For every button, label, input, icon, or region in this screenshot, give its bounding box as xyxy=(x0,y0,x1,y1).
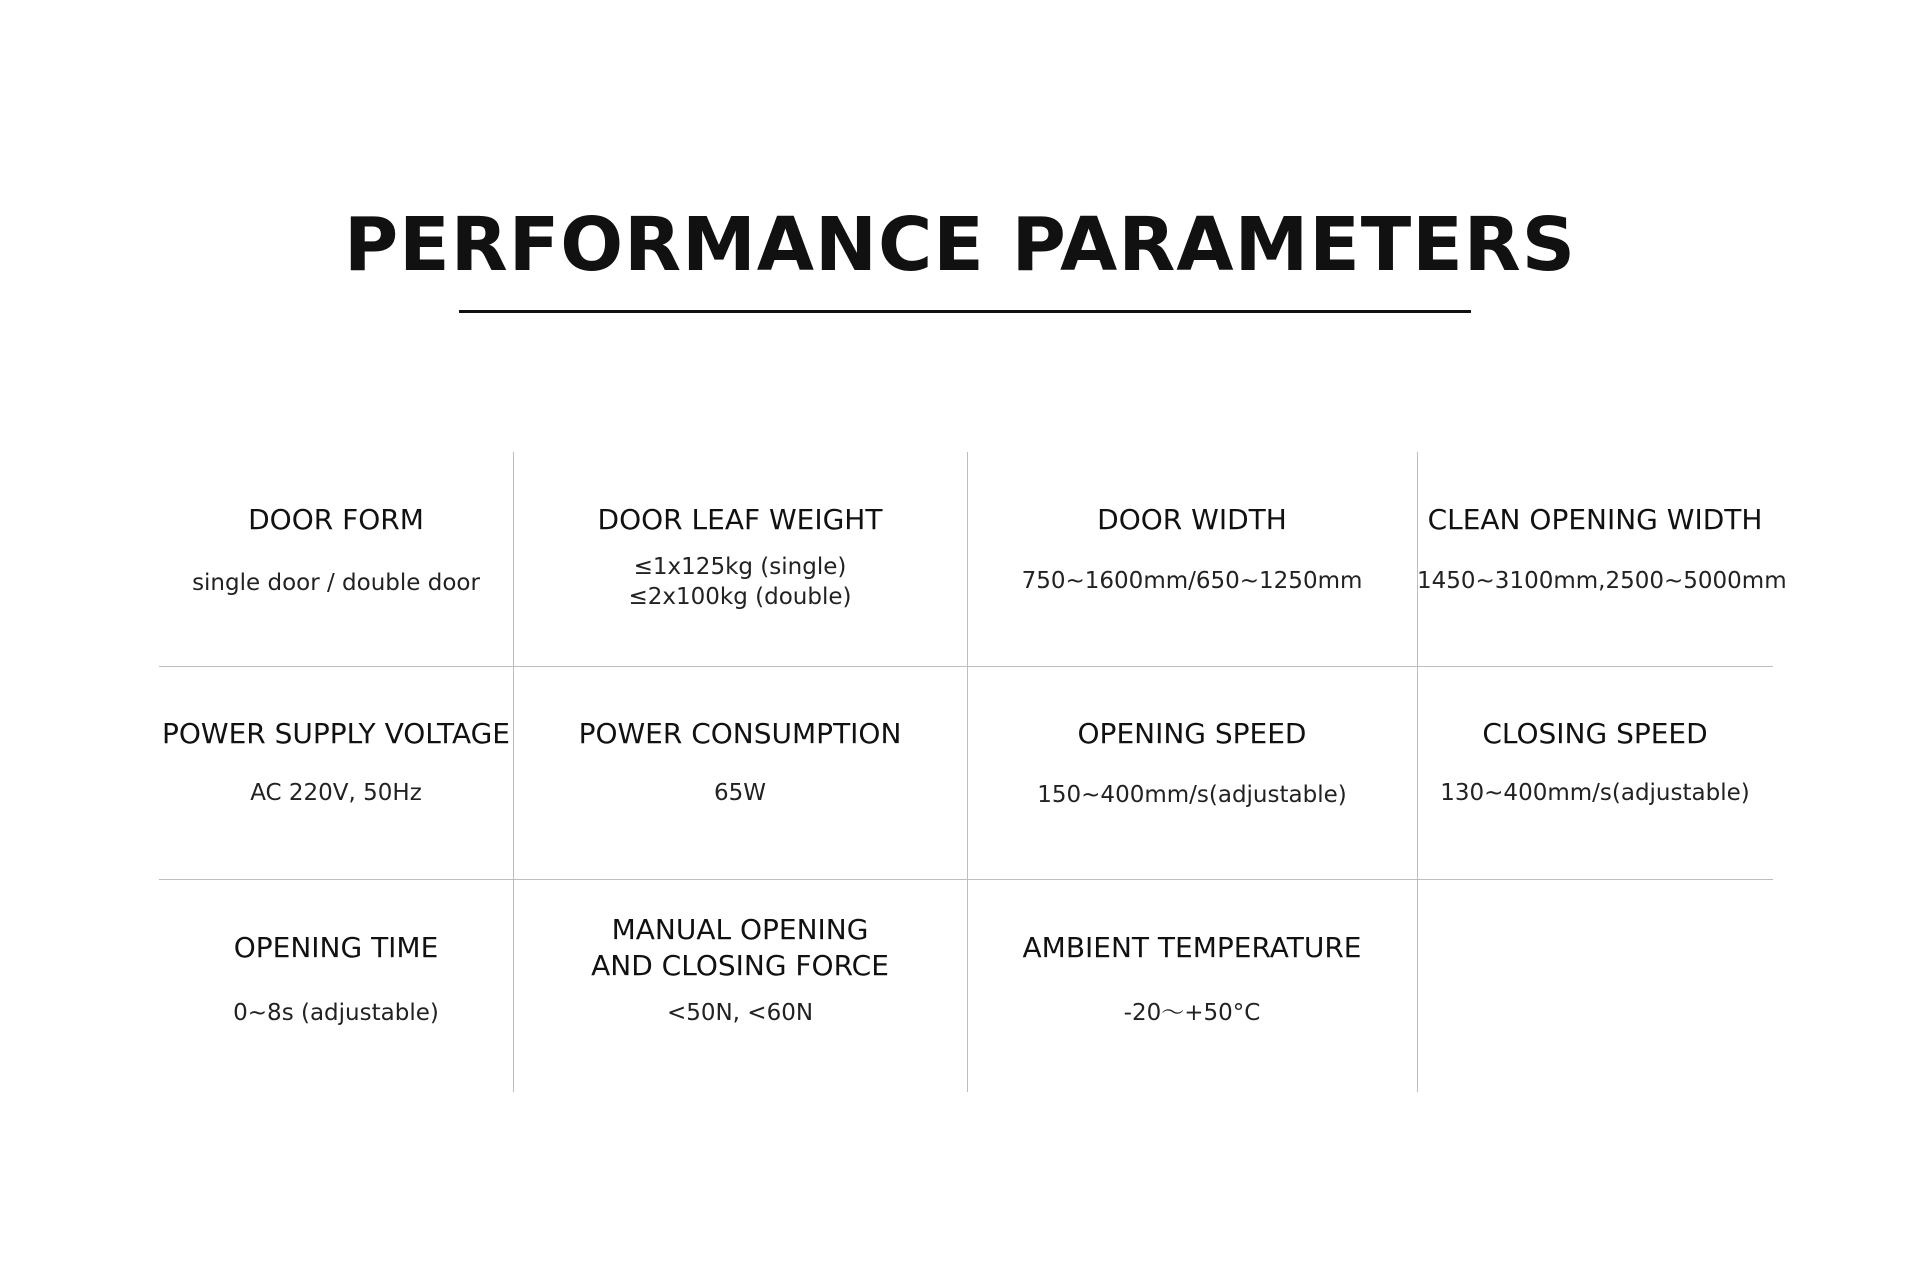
param-label: POWER CONSUMPTION xyxy=(578,717,902,750)
param-door-width xyxy=(967,502,1417,596)
param-power-consumption xyxy=(513,716,967,808)
param-value: 130~400mm/s(adjustable) xyxy=(1440,780,1750,806)
param-value: single door / double door xyxy=(192,570,480,596)
param-value: AC 220V, 50Hz xyxy=(250,780,422,806)
param-label: OPENING SPEED xyxy=(1077,717,1307,750)
param-value: 0~8s (adjustable) xyxy=(233,1000,439,1026)
param-label: DOOR WIDTH xyxy=(1097,503,1287,536)
title-underline xyxy=(459,310,1471,313)
param-opening-speed xyxy=(967,716,1417,810)
param-door-form xyxy=(159,502,513,598)
param-value: 750~1600mm/650~1250mm xyxy=(1021,568,1363,594)
param-label: DOOR LEAF WEIGHT xyxy=(597,503,883,536)
param-label: OPENING TIME xyxy=(233,931,439,964)
param-closing-speed xyxy=(1417,716,1773,808)
param-clean-opening-width xyxy=(1417,502,1787,596)
param-value: 1450~3100mm,2500~5000mm xyxy=(1417,568,1787,594)
param-door-leaf-weight xyxy=(513,502,967,612)
param-opening-time xyxy=(159,930,513,1028)
param-value: 65W xyxy=(713,780,766,806)
parameters-table xyxy=(159,452,1787,1092)
param-label: CLOSING SPEED xyxy=(1482,717,1708,750)
param-value: -20～+50°C xyxy=(1123,1000,1261,1026)
param-label: MANUAL OPENING AND CLOSING FORCE xyxy=(591,913,889,982)
row-divider-1 xyxy=(159,666,1773,667)
param-value: ≤1x125kg (single) ≤2x100kg (double) xyxy=(628,554,852,610)
param-ambient-temperature xyxy=(967,930,1417,1028)
param-manual-force xyxy=(513,912,967,1028)
param-label: CLEAN OPENING WIDTH xyxy=(1427,503,1763,536)
row-divider-2 xyxy=(159,879,1773,880)
param-label: DOOR FORM xyxy=(248,503,424,536)
param-value: <50N, <60N xyxy=(666,1000,814,1026)
param-value: 150~400mm/s(adjustable) xyxy=(1037,782,1347,808)
page-title: PERFORMANCE PARAMETERS xyxy=(343,202,1577,288)
param-label: AMBIENT TEMPERATURE xyxy=(1022,931,1362,964)
param-power-supply-voltage xyxy=(159,716,513,808)
param-label: POWER SUPPLY VOLTAGE xyxy=(161,717,510,750)
